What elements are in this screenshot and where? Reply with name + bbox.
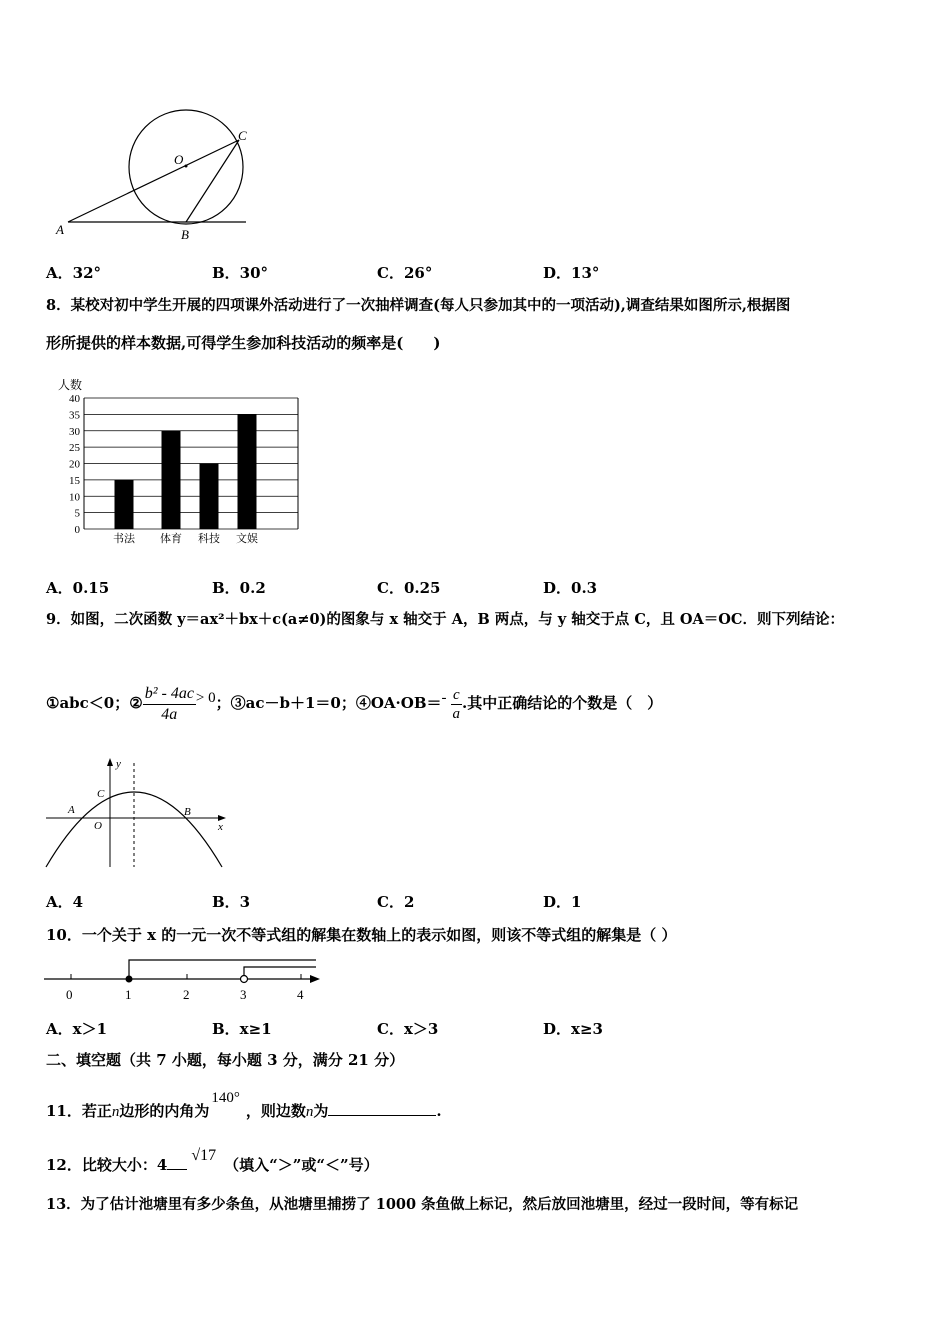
q9-frac-den: 4a [161,705,178,723]
q8-options [46,577,766,597]
hollow-dot-3 [241,976,248,983]
q11-line [46,1076,442,1120]
range-line-from-3 [244,967,316,979]
q11-n1: n [111,1104,120,1120]
q10-option-c[interactable]: C．x＞3 [377,1020,439,1038]
q8-line2: 形所提供的样本数据,可得学生参加科技活动的频率是( ) [46,334,441,352]
fig-label-x: x [218,821,223,833]
bar-文娱 [238,414,257,529]
q10-option-b[interactable]: B．x≥1 [212,1020,272,1038]
q12-line [46,1134,379,1178]
q8-option-d[interactable]: D．0.3 [543,579,598,597]
q9-option-d[interactable]: D．1 [543,893,582,911]
ytick-label-0: 0 [74,524,80,536]
q9-tail: .其中正确结论的个数是（ ） [462,694,663,712]
q9-line1: 9．如图，二次函数 y＝ax²＋bx＋c(a≠0)的图象与 x 轴交于 A，B 两点，与 y 轴交于点 C，且 OA＝OC．则下列结论： [46,611,844,628]
tick-label-0: 0 [66,987,73,1002]
q7-option-b[interactable]: B．30° [212,264,269,282]
q12-pre: 12．比较大小：4 [46,1156,168,1174]
range-line-from-1 [129,960,316,979]
q9-c1: ①abc＜0；② [46,694,143,712]
q10-option-a[interactable]: A．x＞1 [46,1020,108,1038]
q10-line1: 10．一个关于 x 的一元一次不等式组的解集在数轴上的表示如图，则该不等式组的解集是（ ） [46,926,677,944]
ytick-label-10: 10 [69,491,80,504]
tick-label-2: 2 [183,987,190,1002]
bar-体育 [162,431,181,529]
ytick-label-5: 5 [74,507,80,520]
xtick-label-体育: 体育 [160,533,182,545]
section-2-heading: 二、填空题（共 7 小题，每小题 3 分，满分 21 分） [46,1051,405,1069]
label-b: B [181,227,189,242]
fig-label-a: A [68,804,75,816]
q11-post1: ，则边数 [245,1102,306,1120]
q9-option-c[interactable]: C．2 [377,893,415,911]
fig-label-y: y [116,758,121,770]
number-axis-arrow [310,975,320,983]
q9-frac2-num: c [451,686,463,705]
line-ac [68,140,239,222]
q9-conditions [46,672,662,724]
q7-option-a[interactable]: A．32° [46,264,102,282]
fig-label-o: O [94,820,102,832]
q12-sqrt: √17 [191,1147,217,1164]
ytick-label-30: 30 [69,425,80,438]
q9-parabola-figure [44,755,234,873]
q10-number-line [44,955,334,1007]
tick-label-4: 4 [297,987,304,1002]
q10-options [46,1018,766,1038]
q7-option-d[interactable]: D．13° [543,264,600,282]
q9-gt0: > 0 [195,690,216,706]
q11-n2: n [305,1104,314,1120]
bar-科技 [200,464,219,530]
q8-option-b[interactable]: B．0.2 [212,579,266,597]
ytick-label-40: 40 [69,393,80,405]
q7-options [46,262,766,282]
xtick-label-书法: 书法 [113,533,135,545]
q9-c3: ；③ac－b＋1＝0；④OA·OB＝ [215,694,442,712]
q10-option-d[interactable]: D．x≥3 [543,1020,603,1038]
ytick-label-15: 15 [69,474,80,487]
ytick-label-25: 25 [69,442,80,455]
q9-option-a[interactable]: A．4 [46,893,84,911]
q7-option-c[interactable]: C．26° [377,264,433,282]
q7-figure [50,100,260,245]
q8-line1: 8．某校对初中学生开展的四项课外活动进行了一次抽样调查(每人只参加其中的一项活动),调查结果如图所示,根据图 [46,297,791,314]
q9-option-b[interactable]: B．3 [212,893,251,911]
q8-bar-chart [46,375,306,550]
solid-dot-1 [126,976,133,983]
q9-options [46,891,766,911]
q8-option-a[interactable]: A．0.15 [46,579,110,597]
ytick-label-35: 35 [69,409,80,422]
fig-label-c: C [97,788,105,800]
xtick-label-文娱: 文娱 [236,533,258,545]
q11-end: . [436,1102,442,1120]
q11-angle: 140° [211,1090,240,1106]
label-a: A [56,222,64,237]
label-o: O [174,152,184,167]
q9-frac-num: b² - 4ac [143,684,196,705]
xtick-label-科技: 科技 [198,533,220,545]
q9-frac2-den: a [452,705,461,722]
q12-answer-blank[interactable] [167,1155,187,1170]
q11-mid: 边形的内角为 [119,1102,210,1120]
center-dot [185,165,188,168]
chart-ylabel: 人数 [58,378,83,392]
q11-pre: 11．若正 [46,1102,112,1120]
q11-answer-blank[interactable] [328,1101,436,1116]
fig-label-b: B [184,806,191,818]
q9-neg: - [441,690,447,706]
tick-label-3: 3 [240,987,247,1002]
q8-option-c[interactable]: C．0.25 [377,579,441,597]
q13-line1: 13．为了估计池塘里有多少条鱼，从池塘里捕捞了 1000 条鱼做上标记，然后放回池塘里，经过一段时间，等有标记 [46,1196,799,1213]
ytick-label-20: 20 [69,458,80,471]
q11-post2: 为 [313,1102,329,1120]
tick-label-1: 1 [125,987,132,1002]
label-c: C [238,128,247,143]
bar-书法 [115,480,134,529]
y-axis-arrow [107,758,113,766]
q12-post: （填入“＞”或“＜”号） [224,1156,379,1174]
